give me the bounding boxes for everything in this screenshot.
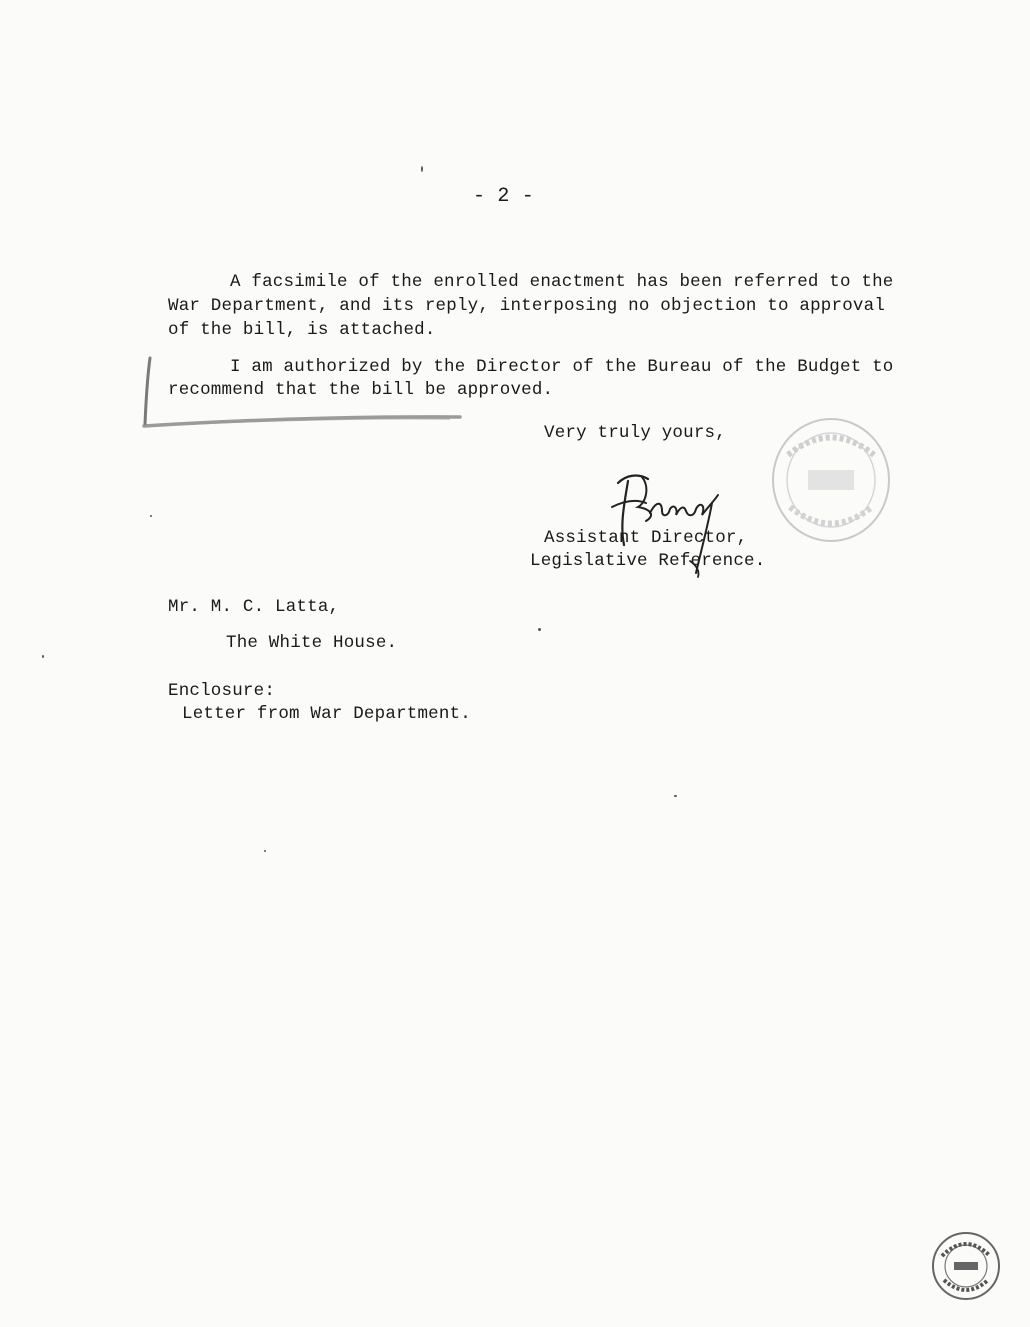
paper-speck [674,795,677,797]
addressee-location: The White House. [226,633,398,653]
enclosure-label: Enclosure: [168,681,276,701]
enclosure-item: Letter from War Department. [182,704,471,724]
paragraph-2-line-1: I am authorized by the Director of the Bureau of the Budget to [230,357,894,377]
paragraph-1-line-3: of the bill, is attached. [168,320,436,340]
paper-speck [150,515,152,517]
paragraph-1-line-1: A facsimile of the enrolled enactment has been referred to the [230,272,894,292]
signature-title-line-1: Assistant Director, [544,528,748,548]
addressee-name: Mr. M. C. Latta, [168,597,340,617]
faded-seal-stamp [768,415,894,545]
closing-salutation: Very truly yours, [544,423,726,443]
signature-title-line-2: Legislative Reference. [530,551,766,571]
paper-speck [538,628,541,631]
paragraph-1-line-2: War Department, and its reply, interposing no objection to approval [168,296,886,316]
paragraph-2-line-2: recommend that the bill be approved. [168,380,554,400]
nara-library-stamp [930,1230,1002,1302]
page-number: - 2 - [473,185,535,208]
paper-speck [264,850,266,852]
paper-speck [421,166,423,172]
paper-speck [42,655,44,658]
